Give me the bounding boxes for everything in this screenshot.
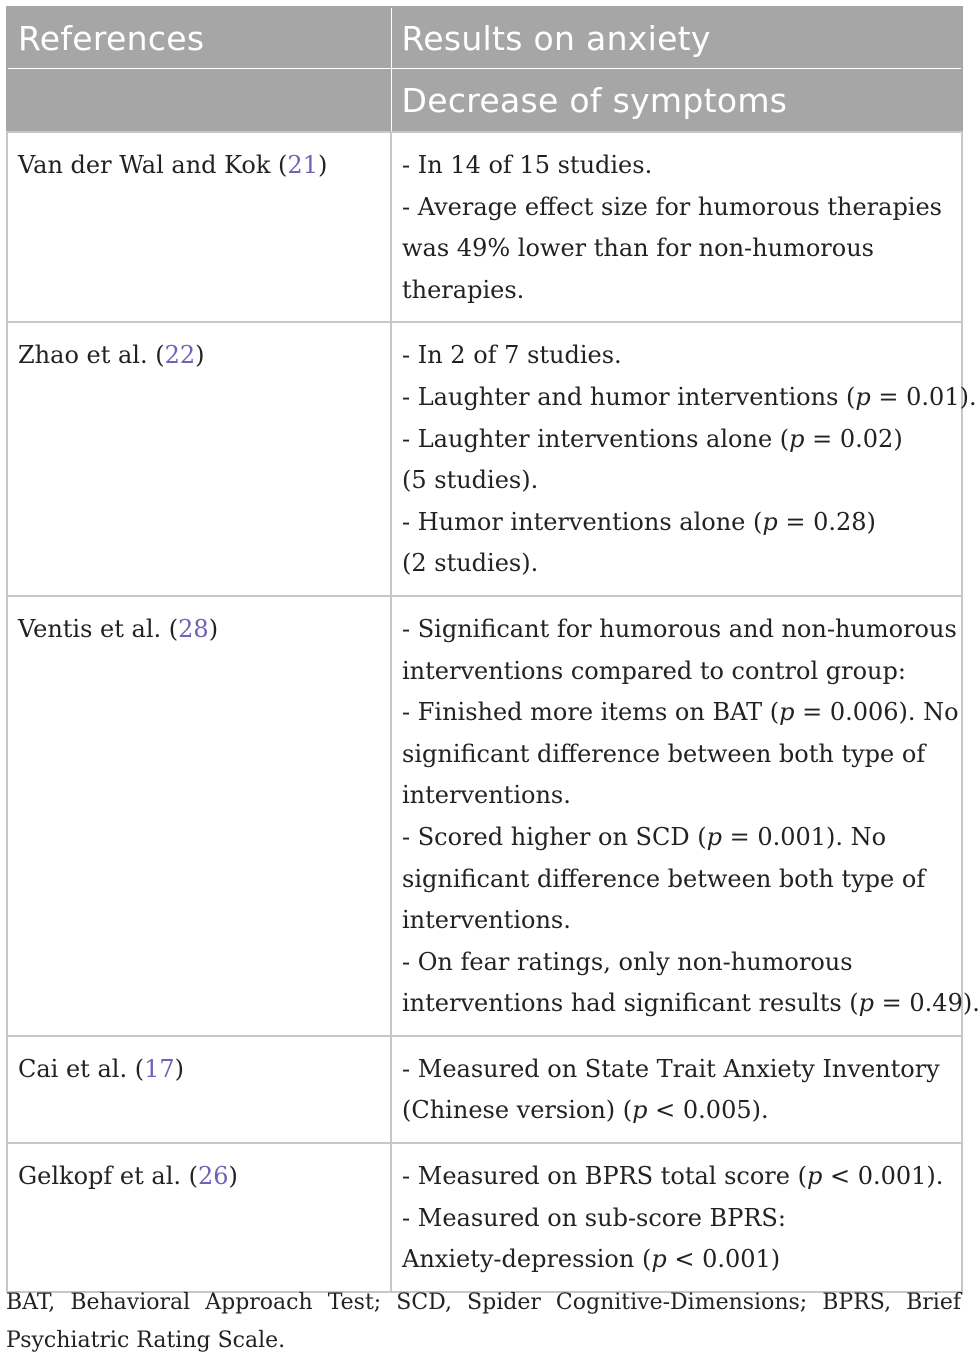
result-line: - In 2 of 7 studies.	[402, 341, 622, 370]
result-cell	[391, 322, 977, 596]
table-footnote: BAT, Behavioral Approach Test; SCD, Spider Cognitive-Dimensions; BPRS, Brief Psychiatric Rating Scale.	[6, 1290, 961, 1353]
reference-close-paren: )	[195, 341, 205, 370]
reference-cell	[7, 1143, 391, 1292]
result-line: - In 14 of 15 studies.	[402, 151, 653, 179]
table-body	[7, 132, 980, 1292]
result-line: significant difference between both type of	[402, 864, 926, 893]
reference-close-paren: )	[228, 1162, 238, 1191]
result-cell	[391, 596, 980, 1036]
result-line: - Significant for humorous and non-humorous	[402, 614, 957, 643]
result-cell	[391, 1036, 962, 1143]
citation-link[interactable]: 22	[164, 341, 196, 370]
result-line: - Laughter interventions alone (p = 0.02)	[402, 424, 903, 453]
result-line: interventions had significant results (p = 0.49).	[402, 989, 980, 1018]
reference-name: Zhao et al. (	[18, 341, 165, 370]
result-line: - Humor interventions alone (p = 0.28)	[402, 507, 876, 536]
table-row	[7, 1143, 962, 1292]
header-row	[7, 7, 962, 69]
result-line: - Measured on BPRS total score (p < 0.001).	[402, 1162, 944, 1191]
reference-cell	[7, 322, 391, 596]
reference-close-paren: )	[174, 1054, 184, 1083]
result-line: significant difference between both type of	[402, 739, 926, 768]
result-line: interventions.	[402, 906, 571, 935]
table-row	[7, 1036, 962, 1143]
result-line: - Laughter and humor interventions (p = 0.01).	[402, 382, 977, 411]
table-row	[7, 132, 962, 322]
table-row	[7, 596, 962, 1036]
result-line: interventions.	[402, 781, 571, 810]
citation-link[interactable]: 26	[198, 1162, 229, 1191]
reference-close-paren: )	[317, 151, 328, 179]
result-line: - Average effect size for humorous therapies	[402, 192, 942, 221]
citation-link[interactable]: 21	[287, 151, 318, 179]
reference-name: Gelkopf et al. (	[18, 1162, 198, 1191]
result-line: interventions compared to control group:	[402, 656, 906, 685]
result-cell	[391, 132, 962, 322]
result-line: - Measured on State Trait Anxiety Inventory	[402, 1054, 940, 1083]
result-line: (5 studies).	[402, 466, 539, 495]
header-results-on-anxiety: Results on anxiety	[391, 7, 962, 69]
results-table	[6, 6, 980, 1293]
citation-link[interactable]: 17	[144, 1054, 175, 1083]
reference-close-paren: )	[208, 614, 219, 643]
result-line: (2 studies).	[402, 549, 539, 578]
result-line: - Scored higher on SCD (p = 0.001). No	[402, 822, 887, 851]
result-line: - On fear ratings, only non-humorous	[402, 947, 853, 976]
result-line: - Measured on sub-score BPRS:	[402, 1203, 786, 1232]
result-line: - Finished more items on BAT (p = 0.006). No	[402, 698, 959, 727]
reference-name: Van der Wal and Kok (	[18, 151, 288, 179]
result-line: (Chinese version) (p < 0.005).	[402, 1096, 769, 1125]
reference-cell	[7, 596, 391, 1036]
subheader-decrease-of-symptoms: Decrease of symptoms	[391, 69, 962, 133]
reference-name: Cai et al. (	[18, 1054, 145, 1083]
reference-cell	[7, 132, 391, 322]
result-line: was 49% lower than for non-humorous	[402, 234, 874, 263]
result-line: Anxiety-depression (p < 0.001)	[402, 1245, 781, 1274]
reference-name: Ventis et al. (	[18, 614, 179, 643]
citation-link[interactable]: 28	[178, 614, 209, 643]
reference-cell	[7, 1036, 391, 1143]
header-references: References	[7, 7, 391, 69]
result-line: therapies.	[402, 275, 525, 304]
result-cell	[391, 1143, 962, 1292]
subheader-row	[7, 69, 962, 133]
table-row	[7, 322, 962, 596]
subheader-empty	[7, 69, 391, 133]
